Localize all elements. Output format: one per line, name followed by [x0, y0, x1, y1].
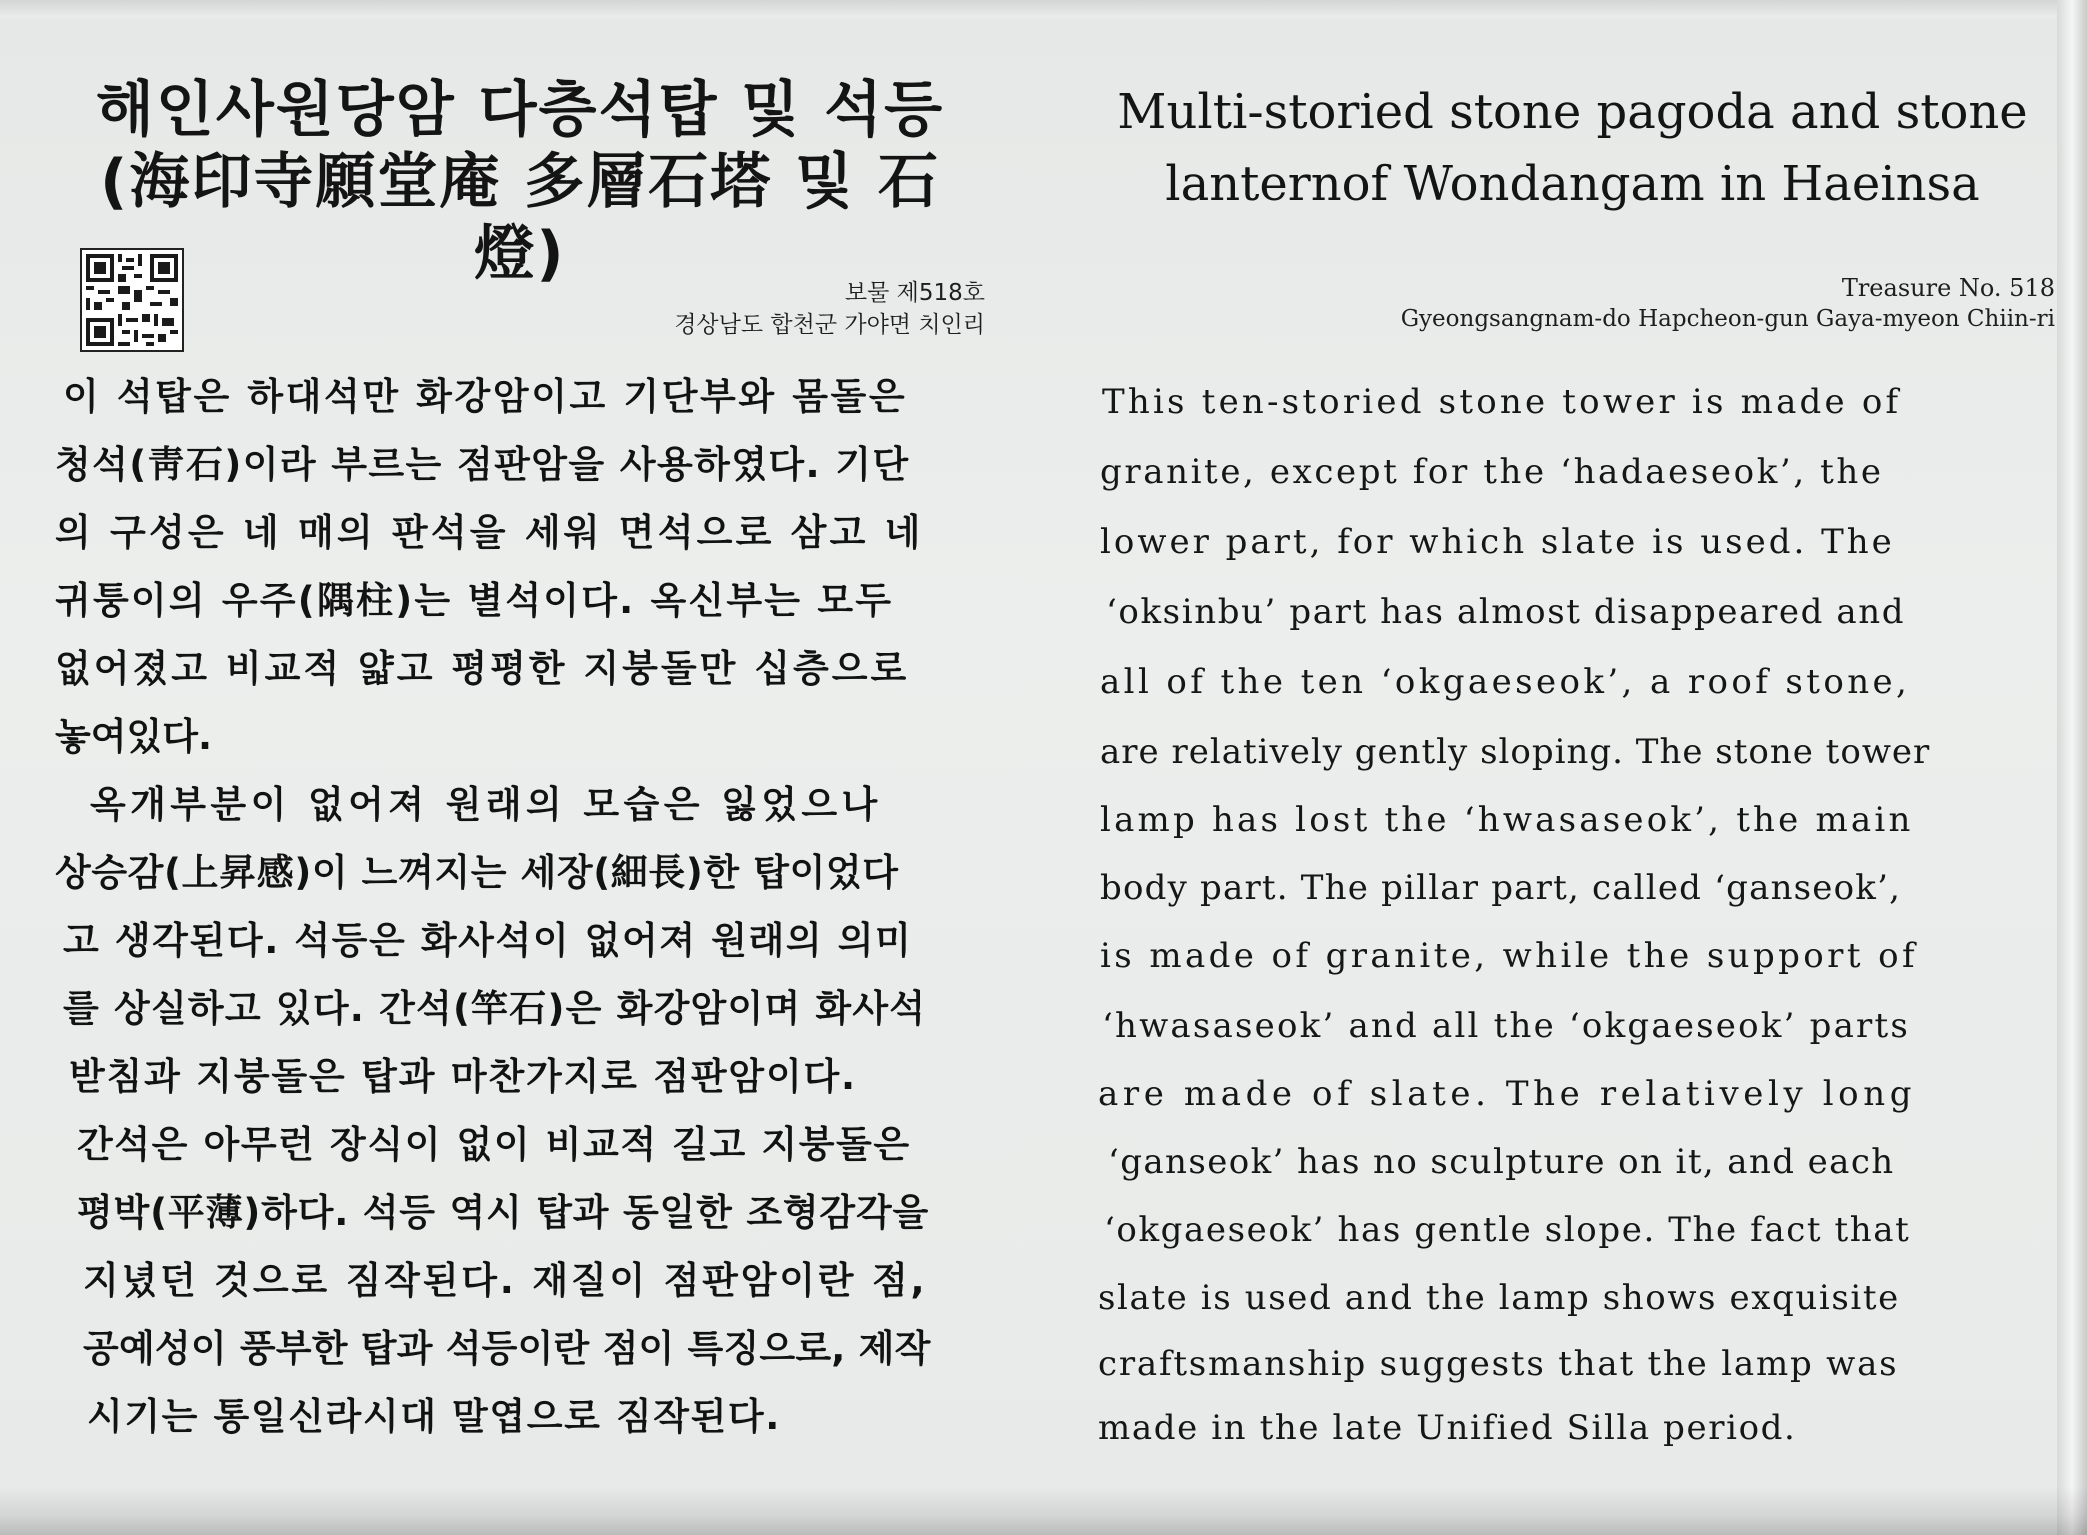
- english-line: This ten-storied stone tower is made of: [1102, 382, 1902, 422]
- english-title-line2: lanternof Wondangam in Haeinsa: [1165, 156, 1980, 212]
- english-line: are relatively gently sloping. The stone tower: [1100, 732, 1931, 772]
- english-line: all of the ten ‘okgaeseok’, a roof stone,: [1100, 662, 1911, 702]
- korean-line: 받침과 지붕돌은 탑과 마찬가지로 점판암이다.: [69, 1055, 857, 1098]
- english-line: ‘oksinbu’ part has almost disappeared and: [1106, 592, 1906, 632]
- korean-line: 옥개부분이 없어져 원래의 모습은 잃었으나: [90, 783, 882, 826]
- english-line: are made of slate. The relatively long: [1098, 1074, 1917, 1114]
- qr-code-icon[interactable]: [80, 248, 184, 352]
- korean-location: 경상남도 합천군 가야면 치인리: [674, 312, 985, 338]
- korean-line: 지녔던 것으로 짐작된다. 재질이 점판암이란 점,: [83, 1259, 928, 1302]
- sign-frame-edge: [2057, 0, 2087, 1535]
- korean-line: 없어졌고 비교적 얇고 평평한 지붕돌만 십층으로: [55, 647, 910, 690]
- english-line: ‘ganseok’ has no sculpture on it, and each: [1108, 1142, 1895, 1182]
- english-location: Gyeongsangnam-do Hapcheon-gun Gaya-myeon Chiin-ri: [1400, 306, 2055, 332]
- korean-title-hanja: (海印寺願堂庵 多層石塔 및 石燈): [99, 147, 941, 289]
- korean-line: 놓여있다.: [55, 715, 213, 758]
- english-line: lamp has lost the ‘hwasaseok’, the main: [1100, 800, 1914, 840]
- korean-line: 귀퉁이의 우주(隅柱)는 별석이다. 옥신부는 모두: [55, 579, 894, 622]
- english-line: ‘okgaeseok’ has gentle slope. The fact that: [1104, 1210, 1911, 1250]
- english-line: slate is used and the lamp shows exquisite: [1098, 1278, 1900, 1318]
- english-line: body part. The pillar part, called ‘ganseok’,: [1100, 868, 1902, 908]
- korean-line: 공예성이 풍부한 탑과 석등이란 점이 특징으로, 제작: [83, 1327, 931, 1370]
- korean-line: 의 구성은 네 매의 판석을 세워 면석으로 삼고 네: [55, 511, 924, 554]
- english-line: is made of granite, while the support of: [1100, 936, 1918, 976]
- english-line: lower part, for which slate is used. The: [1100, 522, 1895, 562]
- korean-line: 간석은 아무런 장식이 없이 비교적 길고 지붕돌은: [77, 1123, 911, 1166]
- korean-line: 시기는 통일신라시대 말엽으로 짐작된다.: [87, 1395, 781, 1438]
- qr-code-graphic: [82, 250, 182, 350]
- korean-line: 청석(靑石)이라 부르는 점판암을 사용하였다. 기단: [55, 443, 910, 486]
- english-line: made in the late Unified Silla period.: [1098, 1408, 1797, 1448]
- korean-line: 이 석탑은 하대석만 화강암이고 기단부와 몸돌은: [63, 375, 908, 418]
- korean-treasure-number: 보물 제518호: [844, 280, 985, 306]
- english-line: ‘hwasaseok’ and all the ‘okgaeseok’ parts: [1102, 1006, 1911, 1046]
- korean-line: 를 상실하고 있다. 간석(竿石)은 화강암이며 화사석: [63, 987, 927, 1030]
- english-line: granite, except for the ‘hadaeseok’, the: [1100, 452, 1884, 492]
- korean-line: 평박(平薄)하다. 석등 역시 탑과 동일한 조형감각을: [77, 1191, 930, 1234]
- korean-line: 상승감(上昇感)이 느껴지는 세장(細長)한 탑이었다: [55, 851, 899, 894]
- sign-bottom-shadow: [0, 1486, 2087, 1535]
- sign-frame-top: [0, 0, 2087, 18]
- english-title: Multi-storied stone pagoda and stone: [1117, 84, 2028, 140]
- korean-title: 해인사원당암 다층석탑 및 석등: [95, 75, 945, 145]
- english-treasure-number: Treasure No. 518: [1841, 274, 2055, 302]
- korean-line: 고 생각된다. 석등은 화사석이 없어져 원래의 의미: [63, 919, 913, 962]
- english-line: craftsmanship suggests that the lamp was: [1098, 1344, 1899, 1384]
